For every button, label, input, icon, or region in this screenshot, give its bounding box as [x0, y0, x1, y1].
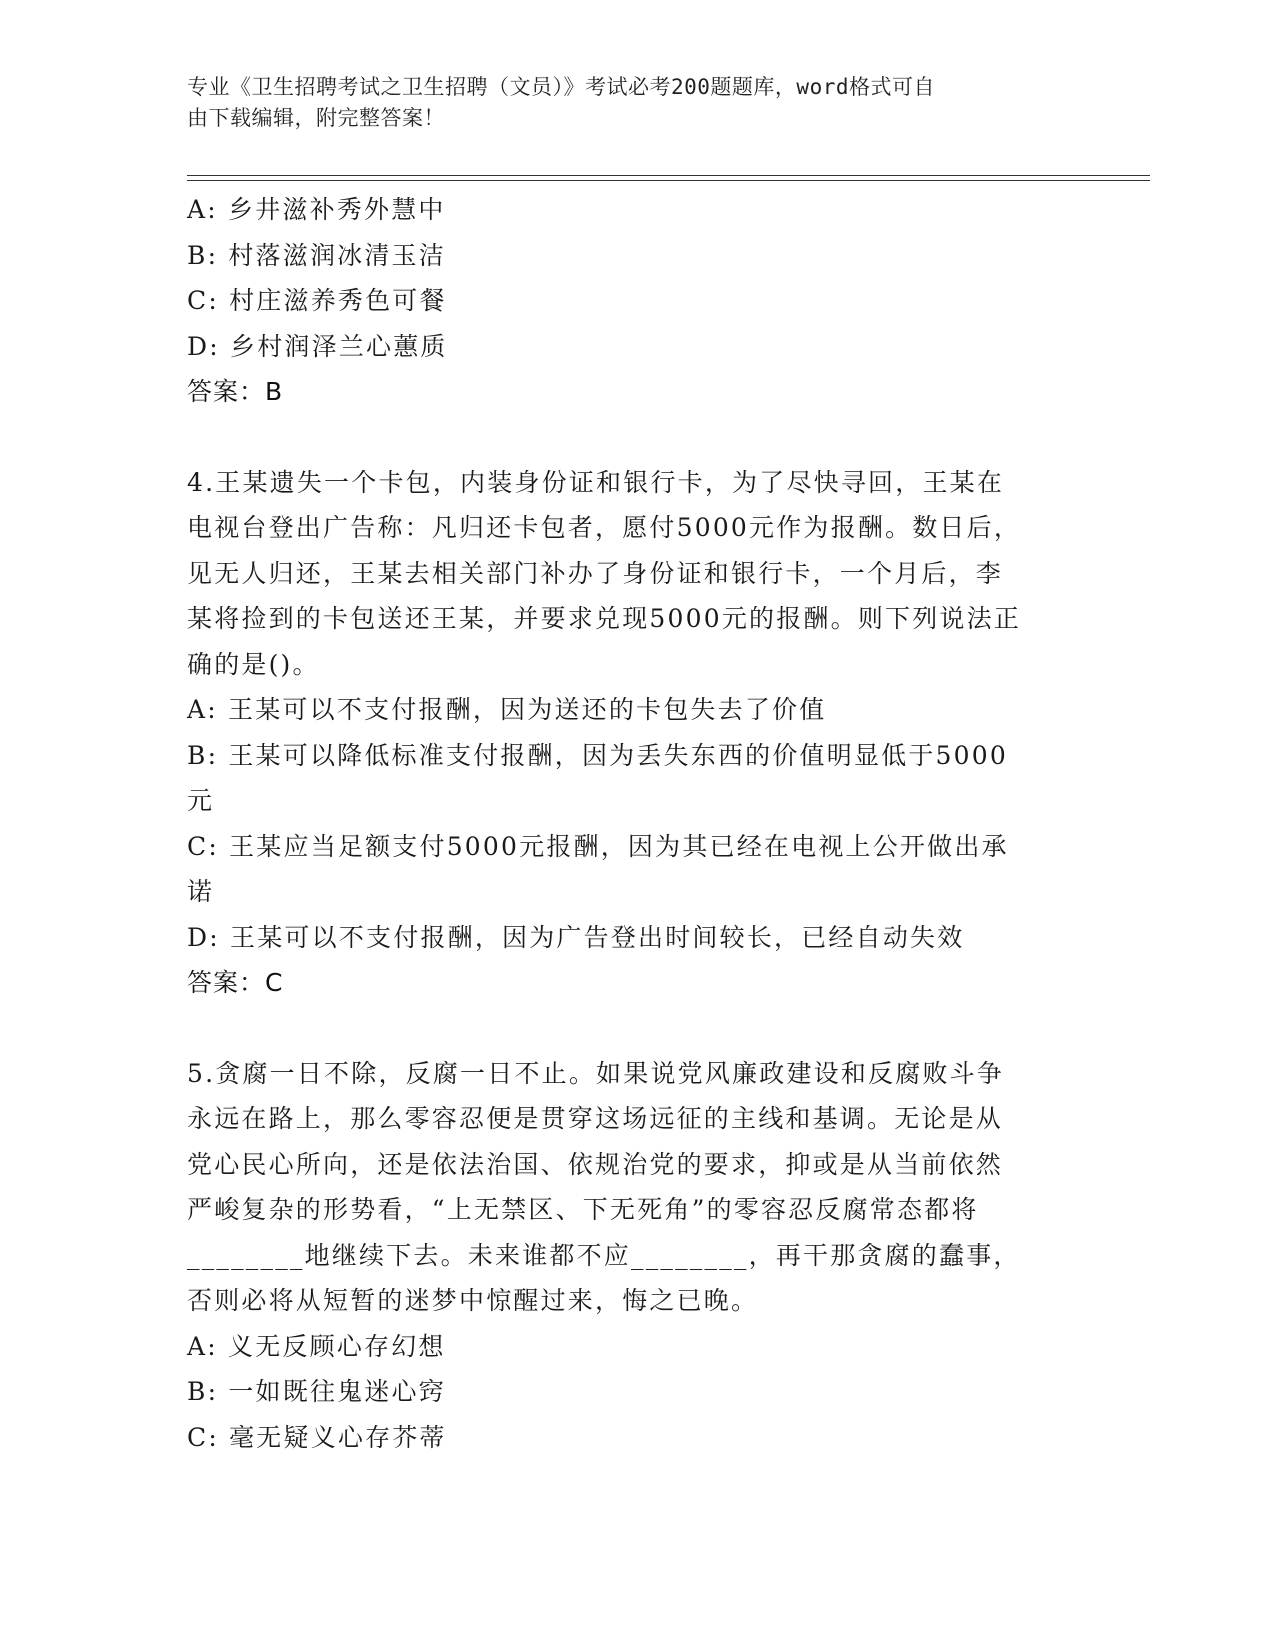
answer-line: 答案：B [187, 377, 284, 406]
question-stem-line: 党心民心所向，还是依法治国、依规治党的要求，抑或是从当前依然 [187, 1149, 1004, 1179]
question-stem-line: 4.王某遗失一个卡包，内装身份证和银行卡，为了尽快寻回，王某在 [187, 467, 1005, 497]
question-stem-line: 严峻复杂的形势看，“上无禁区、下无死角”的零容忍反腐常态都将 [187, 1195, 979, 1224]
spacer [187, 415, 1087, 460]
question-stem-line: 见无人归还，王某去相关部门补办了身份证和银行卡，一个月后，李 [187, 558, 1004, 588]
document-body [187, 187, 1087, 1460]
header-divider-top [187, 175, 1150, 176]
header-divider-bottom [187, 180, 1150, 181]
header-line-1: 专业《卫生招聘考试之卫生招聘（文员）》考试必考200题题库，word格式可自 [187, 75, 935, 99]
question-stem-line: 5.贪腐一日不除，反腐一日不止。如果说党风廉政建设和反腐败斗争 [187, 1058, 1005, 1088]
header-line-2: 由下载编辑，附完整答案！ [187, 106, 445, 130]
question-stem-line: 某将捡到的卡包送还王某，并要求兑现5000元的报酬。则下列说法正 [187, 604, 1022, 633]
option-b-continued: 元 [187, 786, 215, 815]
document-header [187, 72, 1067, 134]
option-c-continued: 诺 [187, 877, 215, 906]
question-stem-line: 永远在路上，那么零容忍便是贯穿这场远征的主线和基调。无论是从 [187, 1104, 1004, 1133]
option-c: C: 村庄滋养秀色可餐 [187, 286, 447, 315]
option-d: D: 王某可以不支付报酬，因为广告登出时间较长，已经自动失效 [187, 922, 965, 952]
option-a: A: 王某可以不支付报酬，因为送还的卡包失去了价值 [187, 695, 827, 724]
option-b: B: 一如既往鬼迷心窍 [187, 1377, 446, 1406]
answer-line: 答案：C [187, 968, 284, 997]
question-stem-line: 确的是()。 [187, 649, 320, 679]
option-c: C: 王某应当足额支付5000元报酬，因为其已经在电视上公开做出承 [187, 831, 1009, 861]
option-d: D: 乡村润泽兰心蕙质 [187, 331, 448, 361]
question-stem-line: 电视台登出广告称：凡归还卡包者，愿付5000元作为报酬。数日后， [187, 513, 1022, 542]
question-3 [187, 187, 1087, 415]
option-b: B: 王某可以降低标准支付报酬，因为丢失东西的价值明显低于5000 [187, 740, 1008, 770]
question-5 [187, 1051, 1087, 1461]
question-stem-line: 否则必将从短暂的迷梦中惊醒过来，悔之已晚。 [187, 1286, 759, 1315]
question-stem-line: ________地继续下去。未来谁都不应________，再干那贪腐的蠢事， [187, 1240, 1021, 1270]
option-c: C: 毫无疑义心存芥蒂 [187, 1422, 447, 1452]
spacer [187, 1006, 1087, 1051]
option-a: A: 义无反顾心存幻想 [187, 1331, 446, 1361]
option-a: A: 乡井滋补秀外慧中 [187, 195, 446, 224]
option-b: B: 村落滋润冰清玉洁 [187, 240, 446, 270]
question-4 [187, 460, 1087, 1006]
